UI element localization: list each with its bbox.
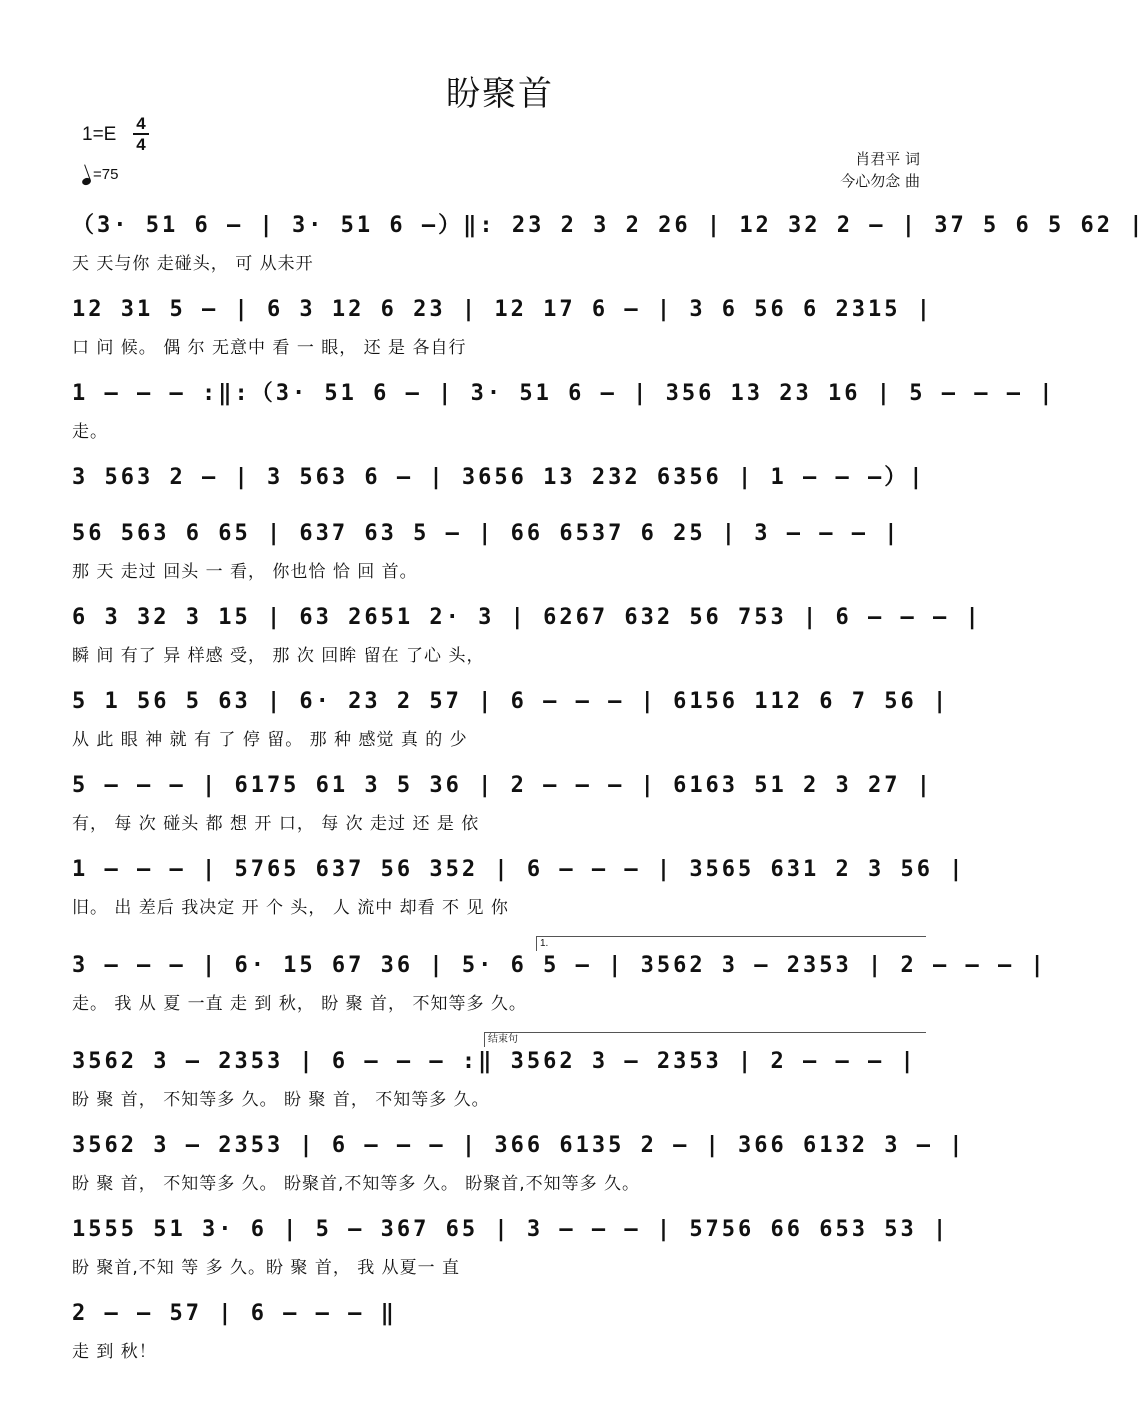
time-signature-top: 4 [136, 114, 146, 133]
time-signature-bottom: 4 [136, 135, 146, 154]
lyric-line: 有， 每 次 碰头 都 想 开 口， 每 次 走过 还 是 依 [72, 814, 480, 834]
notation-line: 2 – – 57 | 6 – – – ‖ [72, 1301, 397, 1326]
tempo-marking [82, 166, 118, 185]
final-ending-label: 结束句 [488, 1034, 518, 1045]
notation-line: 5 1 56 5 63 | 6· 23 2 57 | 6 – – – | 6156 112 6 7 56 | [72, 689, 950, 714]
notation-line: 6 3 32 3 15 | 63 2651 2· 3 | 6267 632 56 753 | 6 – – – | [72, 605, 982, 630]
notation-line: 5 – – – | 6175 61 3 5 36 | 2 – – – | 6163 51 2 3 27 | [72, 773, 933, 798]
composer-credit: 今心勿念 曲 [840, 172, 920, 190]
lyric-line: 走 到 秋！ [72, 1342, 157, 1362]
song-title: 盼聚首 [446, 74, 554, 114]
lyric-line: 口 问 候。 偶 尔 无意中 看 一 眼， 还 是 各自行 [72, 338, 467, 358]
lyric-line: 盼 聚首,不知 等 多 久。盼 聚 首， 我 从夏一 直 [72, 1258, 461, 1278]
lyric-line: 走。 我 从 夏 一直 走 到 秋， 盼 聚 首， 不知等多 久。 [72, 994, 527, 1014]
first-ending-label: 1. [540, 938, 549, 949]
notation-line: 56 563 6 65 | 637 63 5 – | 66 6537 6 25 | 3 – – – | [72, 521, 901, 546]
notation-line: 1 – – – | 5765 637 56 352 | 6 – – – | 3565 631 2 3 56 | [72, 857, 966, 882]
key-signature: 1=E [82, 124, 117, 145]
notation-line: 12 31 5 – | 6 3 12 6 23 | 12 17 6 – | 3 6 56 6 2315 | [72, 297, 933, 322]
lyric-line: 天 天与你 走碰头， 可 从未开 [72, 254, 314, 274]
quarter-note-icon [81, 177, 92, 187]
time-signature [133, 114, 149, 154]
lyric-line: 盼 聚 首， 不知等多 久。 盼聚首,不知等多 久。 盼聚首,不知等多 久。 [72, 1174, 641, 1194]
notation-line: 3562 3 – 2353 | 6 – – – :‖ 3562 3 – 2353 | 2 – – – | [72, 1049, 917, 1074]
notation-line: （3· 51 6 – | 3· 51 6 –）‖: 23 2 3 2 26 | 12 32 2 – | 37 5 6 5 62 | [72, 213, 1145, 238]
notation-line: 3 – – – | 6· 15 67 36 | 5· 6 5 – | 3562 3 – 2353 | 2 – – – | [72, 953, 1047, 978]
lyric-line: 盼 聚 首， 不知等多 久。 盼 聚 首， 不知等多 久。 [72, 1090, 490, 1110]
lyric-line: 走。 [72, 422, 108, 442]
lyric-line: 旧。 出 差后 我决定 开 个 头， 人 流中 却看 不 见 你 [72, 898, 509, 918]
notation-line: 1 – – – :‖:（3· 51 6 – | 3· 51 6 – | 356 13 23 16 | 5 – – – | [72, 381, 1056, 406]
notation-line: 3 563 2 – | 3 563 6 – | 3656 13 232 6356 | 1 – – –）| [72, 465, 926, 490]
lyricist-credit: 肖君平 词 [855, 150, 920, 168]
tempo-value: =75 [93, 166, 119, 183]
lyric-line: 从 此 眼 神 就 有 了 停 留。 那 种 感觉 真 的 少 [72, 730, 468, 750]
lyric-line: 瞬 间 有了 异 样感 受， 那 次 回眸 留在 了心 头， [72, 646, 485, 666]
notation-line: 3562 3 – 2353 | 6 – – – | 366 6135 2 – | 366 6132 3 – | [72, 1133, 966, 1158]
lyric-line: 那 天 走过 回头 一 看， 你也恰 恰 回 首。 [72, 562, 418, 582]
notation-line: 1555 51 3· 6 | 5 – 367 65 | 3 – – – | 5756 66 653 53 | [72, 1217, 950, 1242]
